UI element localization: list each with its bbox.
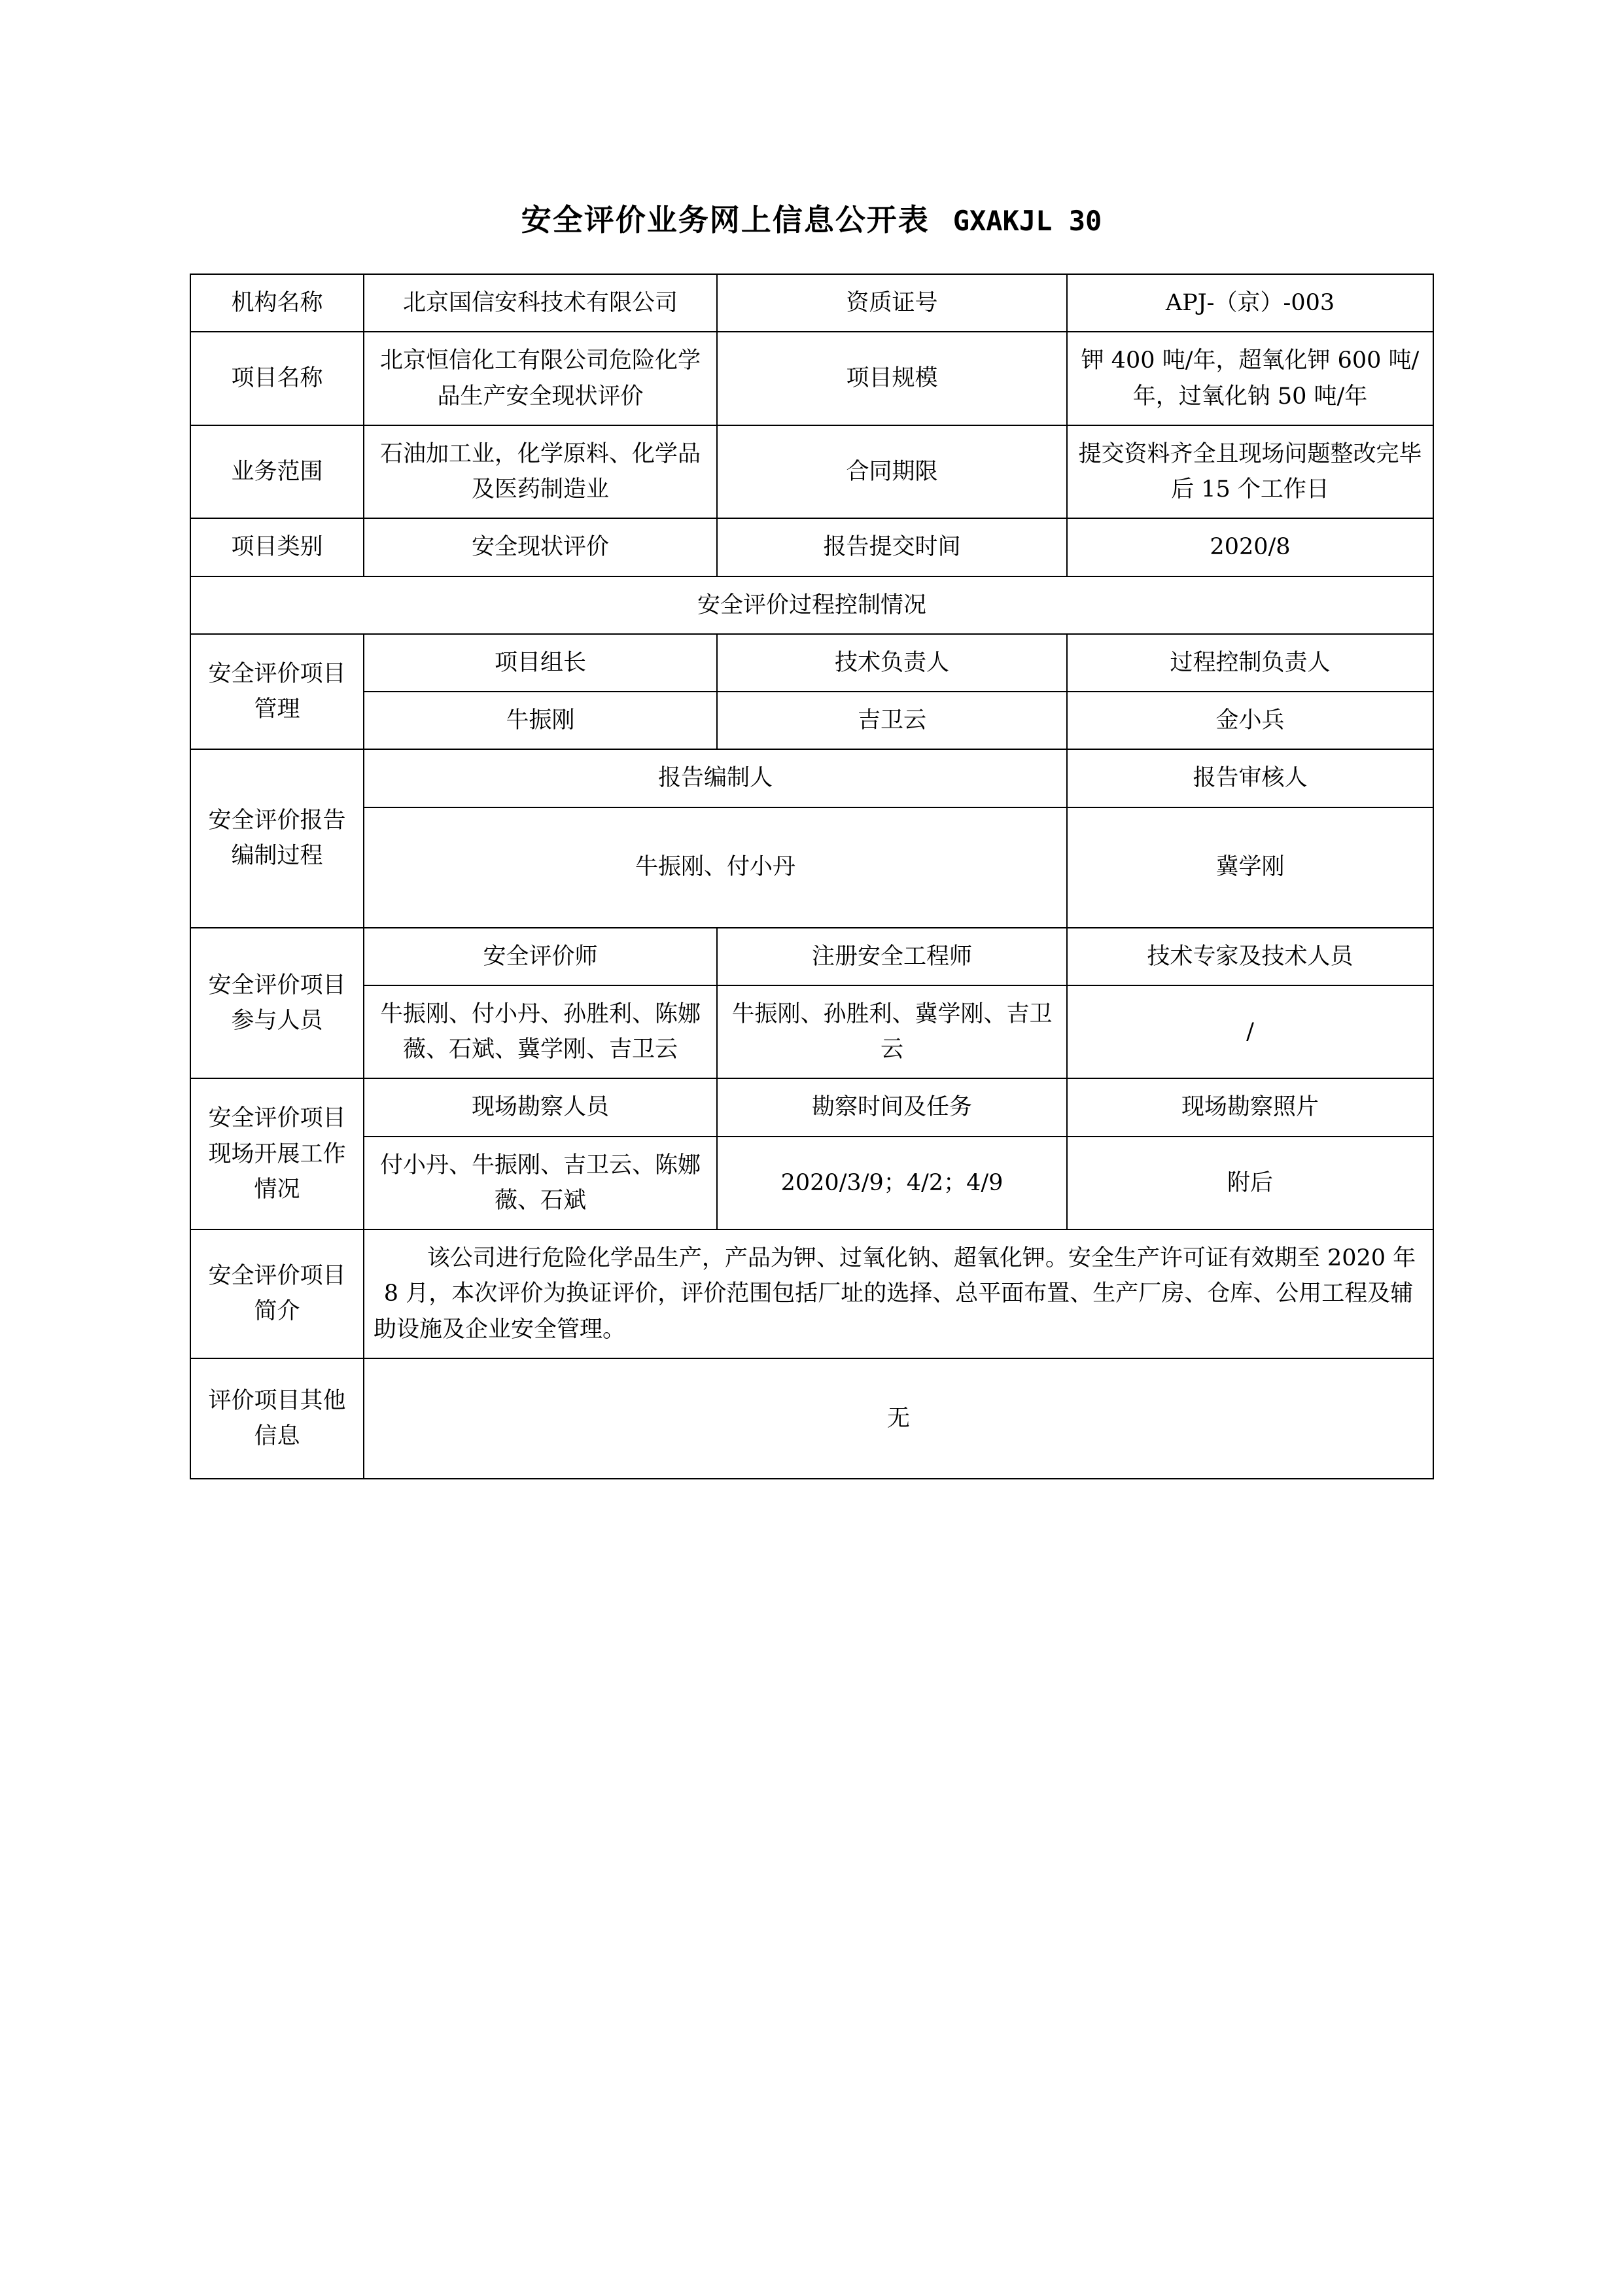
page-title-text: 安全评价业务网上信息公开表 bbox=[521, 202, 930, 238]
table-row bbox=[190, 576, 1433, 634]
header-process-control-lead: 过程控制负责人 bbox=[1067, 634, 1433, 692]
header-site-photos: 现场勘察照片 bbox=[1067, 1078, 1433, 1136]
table-row bbox=[190, 692, 1433, 749]
label-project-scale: 项目规模 bbox=[717, 332, 1067, 425]
value-project-name: 北京恒信化工有限公司危险化学品生产安全现状评价 bbox=[364, 332, 717, 425]
label-project-management: 安全评价项目管理 bbox=[190, 634, 364, 750]
value-contract-term: 提交资料齐全且现场问题整改完毕后 15 个工作日 bbox=[1067, 425, 1433, 519]
value-other-info: 无 bbox=[364, 1358, 1433, 1479]
value-tech-experts: / bbox=[1067, 985, 1433, 1079]
table-row bbox=[190, 749, 1433, 807]
label-participants: 安全评价项目参与人员 bbox=[190, 928, 364, 1079]
label-org-name: 机构名称 bbox=[190, 274, 364, 332]
value-site-photos: 附后 bbox=[1067, 1137, 1433, 1230]
label-other-info: 评价项目其他信息 bbox=[190, 1358, 364, 1479]
table-row bbox=[190, 274, 1433, 332]
label-business-scope: 业务范围 bbox=[190, 425, 364, 519]
header-tech-experts: 技术专家及技术人员 bbox=[1067, 928, 1433, 985]
table-row bbox=[190, 807, 1433, 928]
value-project-category: 安全现状评价 bbox=[364, 518, 717, 576]
table-row bbox=[190, 634, 1433, 692]
value-project-leader: 牛振刚 bbox=[364, 692, 717, 749]
label-contract-term: 合同期限 bbox=[717, 425, 1067, 519]
value-safety-assessor: 牛振刚、付小丹、孙胜利、陈娜薇、石斌、冀学刚、吉卫云 bbox=[364, 985, 717, 1079]
value-report-reviewer: 冀学刚 bbox=[1067, 807, 1433, 928]
page-title bbox=[190, 196, 1433, 239]
header-report-reviewer: 报告审核人 bbox=[1067, 749, 1433, 807]
label-report-preparation: 安全评价报告编制过程 bbox=[190, 749, 364, 927]
table-row bbox=[190, 518, 1433, 576]
table-row bbox=[190, 425, 1433, 519]
table-row bbox=[190, 332, 1433, 425]
value-business-scope: 石油加工业，化学原料、化学品及医药制造业 bbox=[364, 425, 717, 519]
header-report-author: 报告编制人 bbox=[364, 749, 1067, 807]
value-cert-no: APJ-（京）-003 bbox=[1067, 274, 1433, 332]
table-row bbox=[190, 1137, 1433, 1230]
table-row bbox=[190, 1229, 1433, 1358]
value-report-time: 2020/8 bbox=[1067, 518, 1433, 576]
label-project-summary: 安全评价项目简介 bbox=[190, 1229, 364, 1358]
table-row bbox=[190, 1358, 1433, 1479]
value-registered-engineer: 牛振刚、孙胜利、冀学刚、吉卫云 bbox=[717, 985, 1067, 1079]
value-tech-lead: 吉卫云 bbox=[717, 692, 1067, 749]
header-site-surveyors: 现场勘察人员 bbox=[364, 1078, 717, 1136]
value-project-summary: 该公司进行危险化学品生产，产品为钾、过氧化钠、超氧化钾。安全生产许可证有效期至 2020 年 8 月，本次评价为换证评价，评价范围包括厂址的选择、总平面布置、生产厂房、仓库、公用工程及辅助设施及企业安全管理。 bbox=[364, 1229, 1433, 1358]
section-header-process-control: 安全评价过程控制情况 bbox=[190, 576, 1433, 634]
label-project-name: 项目名称 bbox=[190, 332, 364, 425]
label-report-time: 报告提交时间 bbox=[717, 518, 1067, 576]
label-cert-no: 资质证号 bbox=[717, 274, 1067, 332]
value-org-name: 北京国信安科技术有限公司 bbox=[364, 274, 717, 332]
table-row bbox=[190, 1078, 1433, 1136]
page-title-code: GXAKJL 30 bbox=[952, 205, 1102, 237]
header-project-leader: 项目组长 bbox=[364, 634, 717, 692]
value-site-surveyors: 付小丹、牛振刚、吉卫云、陈娜薇、石斌 bbox=[364, 1137, 717, 1230]
header-safety-assessor: 安全评价师 bbox=[364, 928, 717, 985]
value-survey-time-task: 2020/3/9；4/2；4/9 bbox=[717, 1137, 1067, 1230]
label-site-work: 安全评价项目现场开展工作情况 bbox=[190, 1078, 364, 1229]
value-report-author: 牛振刚、付小丹 bbox=[364, 807, 1067, 928]
table-row bbox=[190, 928, 1433, 985]
table-row bbox=[190, 985, 1433, 1079]
value-project-scale: 钾 400 吨/年，超氧化钾 600 吨/年，过氧化钠 50 吨/年 bbox=[1067, 332, 1433, 425]
value-process-control-lead: 金小兵 bbox=[1067, 692, 1433, 749]
header-survey-time-task: 勘察时间及任务 bbox=[717, 1078, 1067, 1136]
header-registered-engineer: 注册安全工程师 bbox=[717, 928, 1067, 985]
header-tech-lead: 技术负责人 bbox=[717, 634, 1067, 692]
info-disclosure-table bbox=[190, 274, 1434, 1479]
label-project-category: 项目类别 bbox=[190, 518, 364, 576]
